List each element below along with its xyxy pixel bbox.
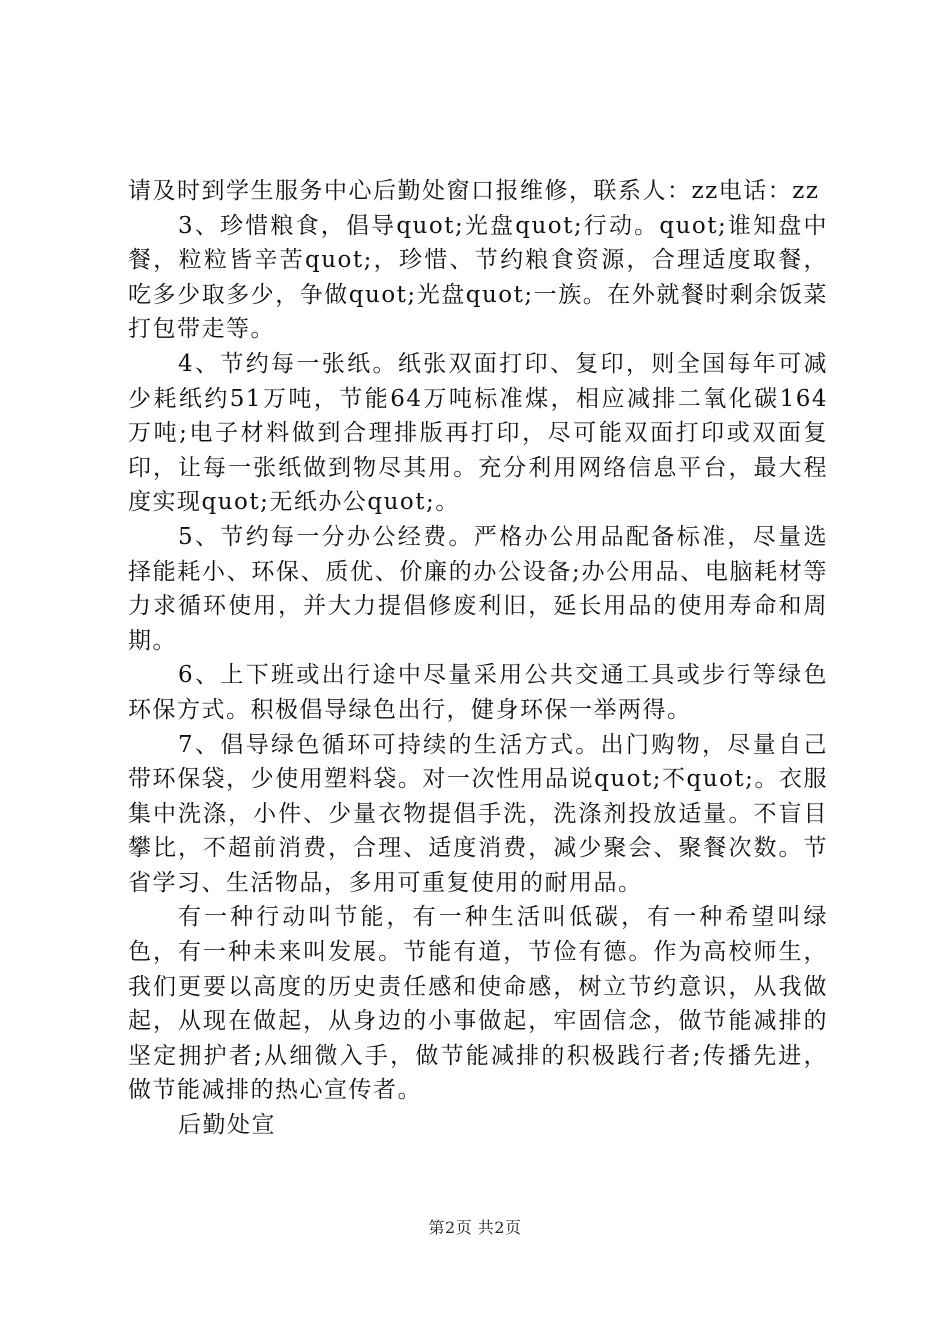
paragraph-item-6: 6、上下班或出行途中尽量采用公共交通工具或步行等绿色环保方式。积极倡导绿色出行，健身环保一举两得。 (128, 662, 828, 723)
document-body (128, 174, 828, 1143)
paragraph-repair-contact: 请及时到学生服务中心后勤处窗口报维修，联系人：zz电话：zz (128, 178, 820, 204)
paragraph-item-4: 4、节约每一张纸。纸张双面打印、复印，则全国每年可减少耗纸约51万吨，节能64万吨标准煤，相应减排二氧化碳164万吨;电子材料做到合理排版再打印，尽可能双面打印或双面复印，让每一张纸做到物尽其用。充分利用网络信息平台，最大程度实现quot;无纸办公quot;。 (128, 350, 828, 516)
paragraph-item-7: 7、倡导绿色循环可持续的生活方式。出门购物，尽量自己带环保袋，少使用塑料袋。对一次性用品说quot;不quot;。衣服集中洗涤，小件、少量衣物提倡手洗，洗涤剂投放适量。不盲目攀比，不超前消费，合理、适度消费，减少聚会、聚餐次数。节省学习、生活物品，多用可重复使用的耐用品。 (128, 731, 828, 896)
signature-line: 后勤处宣 (178, 1112, 276, 1139)
paragraph-item-3: 3、珍惜粮食，倡导quot;光盘quot;行动。quot;谁知盘中餐，粒粒皆辛苦quot;，珍惜、节约粮食资源，合理适度取餐，吃多少取多少，争做quot;光盘quot;一族。在外就餐时剩余饭菜打包带走等。 (128, 212, 828, 343)
paragraph-item-5: 5、节约每一分办公经费。严格办公用品配备标准，尽量选择能耗小、环保、质优、价廉的办公设备;办公用品、电脑耗材等力求循环使用，并大力提倡修废利旧，延长用品的使用寿命和周期。 (128, 523, 828, 654)
page-number-footer: 第2页 共2页 (428, 1218, 522, 1237)
paragraph-conclusion: 有一种行动叫节能，有一种生活叫低碳，有一种希望叫绿色，有一种未来叫发展。节能有道，节俭有德。作为高校师生，我们更要以高度的历史责任感和使命感，树立节约意识，从我做起，从现在做起，从身边的小事做起，牢固信念，做节能减排的坚定拥护者;从细微入手，做节能减排的积极践行者;传播先进，做节能减排的热心宣传者。 (128, 904, 828, 1104)
